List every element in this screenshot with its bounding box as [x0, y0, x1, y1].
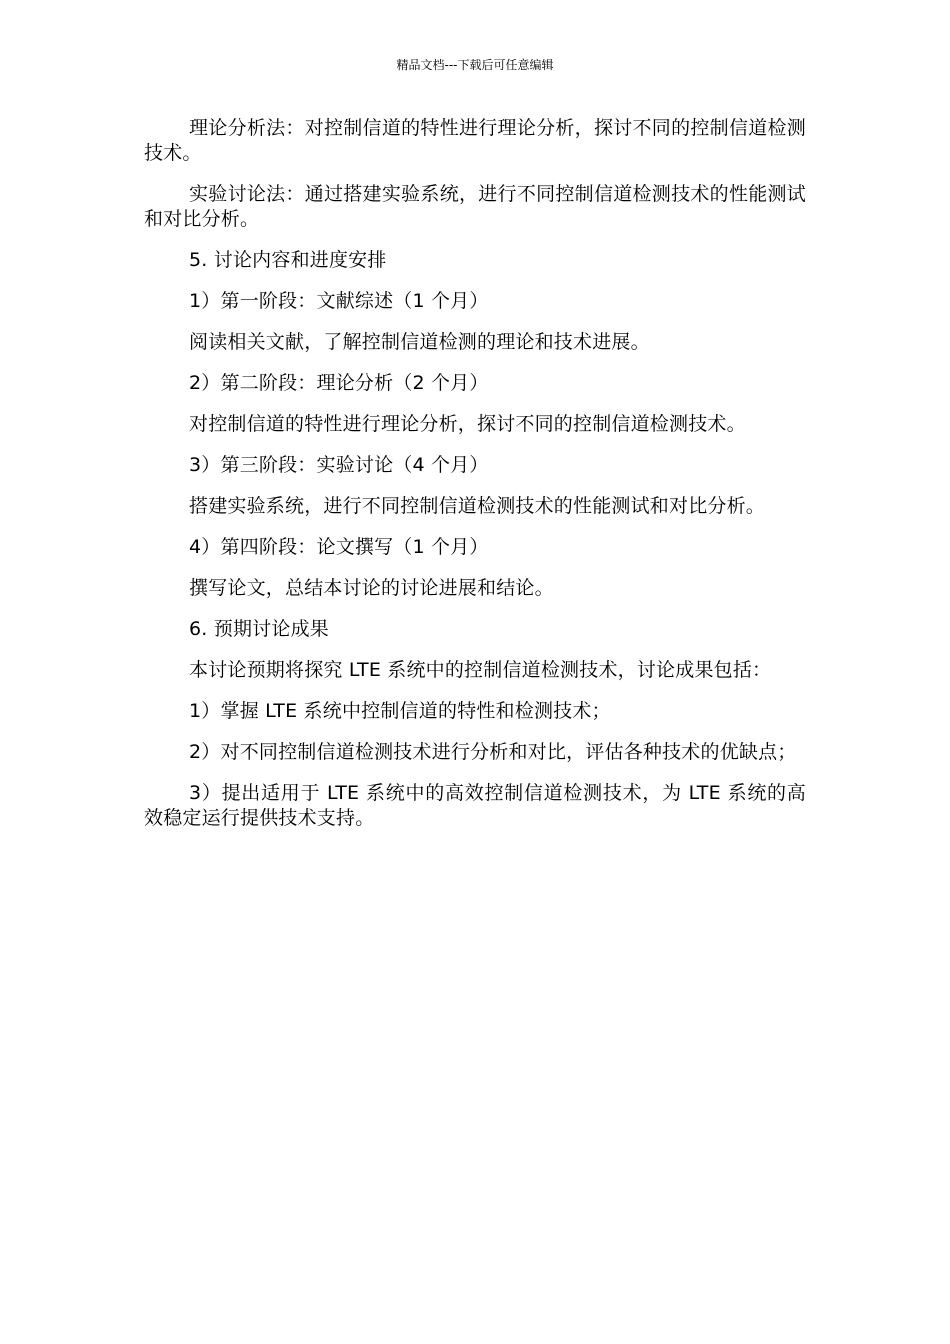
- paragraph-experiment-method: 实验讨论法：通过搭建实验系统，进行不同控制信道检测技术的性能测试和对比分析。: [144, 183, 806, 230]
- outcomes-intro: 本讨论预期将探究 LTE 系统中的控制信道检测技术，讨论成果包括：: [189, 659, 772, 681]
- stage-1-heading: 1）第一阶段：文献综述（1 个月）: [189, 290, 489, 312]
- stage-3-heading: 3）第三阶段：实验讨论（4 个月）: [189, 454, 489, 476]
- section-heading-schedule: 5. 讨论内容和进度安排: [189, 249, 387, 271]
- paragraph-theory-method: 理论分析法：对控制信道的特性进行理论分析，探讨不同的控制信道检测技术。: [144, 117, 806, 164]
- document-body: [144, 116, 806, 847]
- section-heading-outcomes: 6. 预期讨论成果: [189, 618, 329, 640]
- stage-4-description: 撰写论文，总结本讨论的讨论进展和结论。: [189, 577, 554, 599]
- page-header: 精品文档---下载后可任意编辑: [396, 58, 554, 72]
- stage-4-heading: 4）第四阶段：论文撰写（1 个月）: [189, 536, 489, 558]
- stage-1-description: 阅读相关文献，了解控制信道检测的理论和技术进展。: [189, 331, 650, 353]
- stage-2-heading: 2）第二阶段：理论分析（2 个月）: [189, 372, 489, 394]
- outcome-item-2: 2）对不同控制信道检测技术进行分析和对比，评估各种技术的优缺点；: [189, 741, 797, 763]
- stage-3-description: 搭建实验系统，进行不同控制信道检测技术的性能测试和对比分析。: [189, 495, 766, 517]
- stage-2-description: 对控制信道的特性进行理论分析，探讨不同的控制信道检测技术。: [189, 413, 746, 435]
- outcome-item-3: 3）提出适用于 LTE 系统中的高效控制信道检测技术，为 LTE 系统的高效稳定运行提供技术支持。: [144, 782, 806, 829]
- outcome-item-1: 1）掌握 LTE 系统中控制信道的特性和检测技术；: [189, 700, 611, 722]
